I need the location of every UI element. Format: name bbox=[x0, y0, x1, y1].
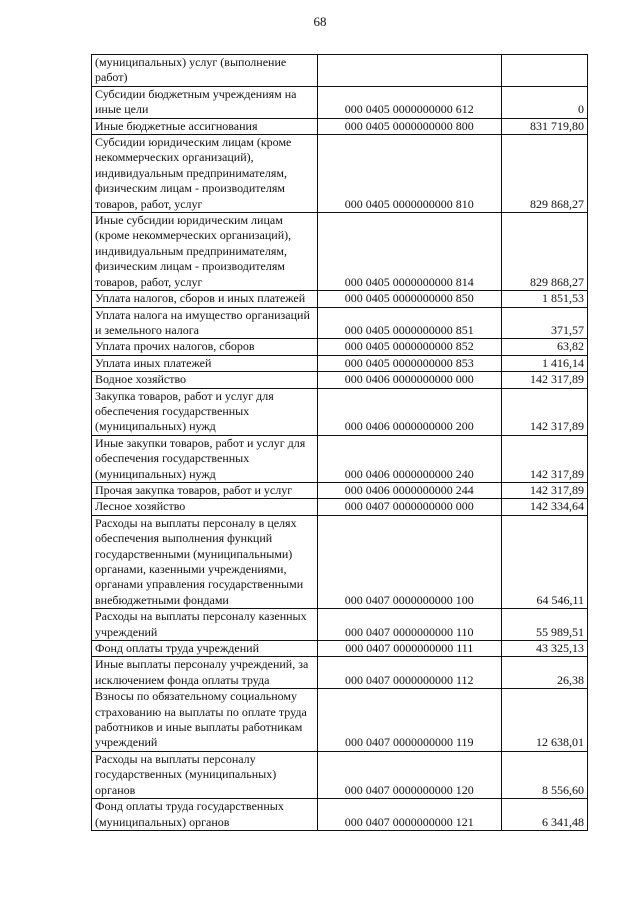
budget-code-cell: 000 0407 0000000000 119 bbox=[317, 689, 501, 752]
expense-name-cell: Уплата налогов, сборов и иных платежей bbox=[92, 291, 318, 307]
table-row bbox=[92, 118, 588, 134]
amount-cell: 142 317,89 bbox=[501, 388, 587, 435]
table-row bbox=[92, 372, 588, 388]
budget-code-cell: 000 0405 0000000000 851 bbox=[317, 307, 501, 339]
budget-code-cell: 000 0407 0000000000 000 bbox=[317, 499, 501, 515]
amount-cell: 142 317,89 bbox=[501, 435, 587, 482]
table-row bbox=[92, 689, 588, 752]
amount-cell: 829 868,27 bbox=[501, 213, 587, 291]
expense-name-cell: Водное хозяйство bbox=[92, 372, 318, 388]
table-row bbox=[92, 499, 588, 515]
table-row bbox=[92, 388, 588, 435]
budget-code-cell: 000 0407 0000000000 100 bbox=[317, 515, 501, 608]
table-row bbox=[92, 135, 588, 213]
amount-cell: 63,82 bbox=[501, 339, 587, 355]
table-row bbox=[92, 515, 588, 608]
expense-name-cell: (муниципальных) услуг (выполнение работ) bbox=[92, 55, 318, 87]
table-row bbox=[92, 291, 588, 307]
budget-code-cell: 000 0405 0000000000 852 bbox=[317, 339, 501, 355]
table-row bbox=[92, 609, 588, 641]
budget-code-cell: 000 0405 0000000000 850 bbox=[317, 291, 501, 307]
budget-code-cell: 000 0406 0000000000 240 bbox=[317, 435, 501, 482]
amount-cell: 1 416,14 bbox=[501, 355, 587, 371]
expense-name-cell: Фонд оплаты труда учреждений bbox=[92, 641, 318, 657]
table-row bbox=[92, 482, 588, 498]
table-row bbox=[92, 307, 588, 339]
table-row bbox=[92, 339, 588, 355]
budget-code-cell: 000 0405 0000000000 800 bbox=[317, 118, 501, 134]
budget-code-cell: 000 0406 0000000000 000 bbox=[317, 372, 501, 388]
expense-name-cell: Уплата иных платежей bbox=[92, 355, 318, 371]
amount-cell: 0 bbox=[501, 86, 587, 118]
expense-name-cell: Прочая закупка товаров, работ и услуг bbox=[92, 482, 318, 498]
expense-name-cell: Лесное хозяйство bbox=[92, 499, 318, 515]
budget-code-cell: 000 0407 0000000000 121 bbox=[317, 799, 501, 831]
table-row bbox=[92, 657, 588, 689]
expense-name-cell: Расходы на выплаты персоналу казенных учреждений bbox=[92, 609, 318, 641]
budget-code-cell: 000 0407 0000000000 112 bbox=[317, 657, 501, 689]
page-number: 68 bbox=[313, 14, 327, 29]
expense-name-cell: Расходы на выплаты персоналу в целях обеспечения выполнения функций государственными (муниципальными) органами, казенными учреждениями, органами управления государственными внебюджетными фондами bbox=[92, 515, 318, 608]
amount-cell: 64 546,11 bbox=[501, 515, 587, 608]
expense-name-cell: Уплата прочих налогов, сборов bbox=[92, 339, 318, 355]
amount-cell bbox=[501, 55, 587, 87]
budget-code-cell: 000 0407 0000000000 110 bbox=[317, 609, 501, 641]
budget-code-cell: 000 0406 0000000000 200 bbox=[317, 388, 501, 435]
amount-cell: 142 317,89 bbox=[501, 482, 587, 498]
table-row bbox=[92, 751, 588, 798]
table-row bbox=[92, 86, 588, 118]
table-row bbox=[92, 213, 588, 291]
amount-cell: 26,38 bbox=[501, 657, 587, 689]
table-row bbox=[92, 799, 588, 831]
budget-code-cell bbox=[317, 55, 501, 87]
budget-table bbox=[91, 54, 588, 831]
expense-name-cell: Расходы на выплаты персоналу государственных (муниципальных) органов bbox=[92, 751, 318, 798]
amount-cell: 12 638,01 bbox=[501, 689, 587, 752]
table-row bbox=[92, 355, 588, 371]
expense-name-cell: Иные выплаты персоналу учреждений, за исключением фонда оплаты труда bbox=[92, 657, 318, 689]
amount-cell: 142 334,64 bbox=[501, 499, 587, 515]
expense-name-cell: Уплата налога на имущество организаций и земельного налога bbox=[92, 307, 318, 339]
amount-cell: 831 719,80 bbox=[501, 118, 587, 134]
amount-cell: 43 325,13 bbox=[501, 641, 587, 657]
amount-cell: 1 851,53 bbox=[501, 291, 587, 307]
expense-name-cell: Взносы по обязательному социальному страхованию на выплаты по оплате труда работников и иные выплаты работникам учреждений bbox=[92, 689, 318, 752]
budget-code-cell: 000 0406 0000000000 244 bbox=[317, 482, 501, 498]
expense-name-cell: Фонд оплаты труда государственных (муниципальных) органов bbox=[92, 799, 318, 831]
amount-cell: 829 868,27 bbox=[501, 135, 587, 213]
amount-cell: 142 317,89 bbox=[501, 372, 587, 388]
budget-code-cell: 000 0405 0000000000 612 bbox=[317, 86, 501, 118]
budget-code-cell: 000 0407 0000000000 111 bbox=[317, 641, 501, 657]
expense-name-cell: Иные субсидии юридическим лицам (кроме некоммерческих организаций), индивидуальным предпринимателям, физическим лицам - производителям товаров, работ, услуг bbox=[92, 213, 318, 291]
expense-name-cell: Иные бюджетные ассигнования bbox=[92, 118, 318, 134]
expense-name-cell: Субсидии юридическим лицам (кроме некоммерческих организаций), индивидуальным предпринимателям, физическим лицам - производителям товаров, работ, услуг bbox=[92, 135, 318, 213]
expense-name-cell: Субсидии бюджетным учреждениям на иные цели bbox=[92, 86, 318, 118]
budget-code-cell: 000 0405 0000000000 853 bbox=[317, 355, 501, 371]
table-row bbox=[92, 55, 588, 87]
expense-name-cell: Закупка товаров, работ и услуг для обеспечения государственных (муниципальных) нужд bbox=[92, 388, 318, 435]
table-row bbox=[92, 641, 588, 657]
expense-name-cell: Иные закупки товаров, работ и услуг для обеспечения государственных (муниципальных) нужд bbox=[92, 435, 318, 482]
budget-code-cell: 000 0405 0000000000 810 bbox=[317, 135, 501, 213]
budget-code-cell: 000 0405 0000000000 814 bbox=[317, 213, 501, 291]
budget-code-cell: 000 0407 0000000000 120 bbox=[317, 751, 501, 798]
amount-cell: 55 989,51 bbox=[501, 609, 587, 641]
amount-cell: 8 556,60 bbox=[501, 751, 587, 798]
table-row bbox=[92, 435, 588, 482]
budget-table-body bbox=[92, 55, 588, 831]
amount-cell: 6 341,48 bbox=[501, 799, 587, 831]
amount-cell: 371,57 bbox=[501, 307, 587, 339]
